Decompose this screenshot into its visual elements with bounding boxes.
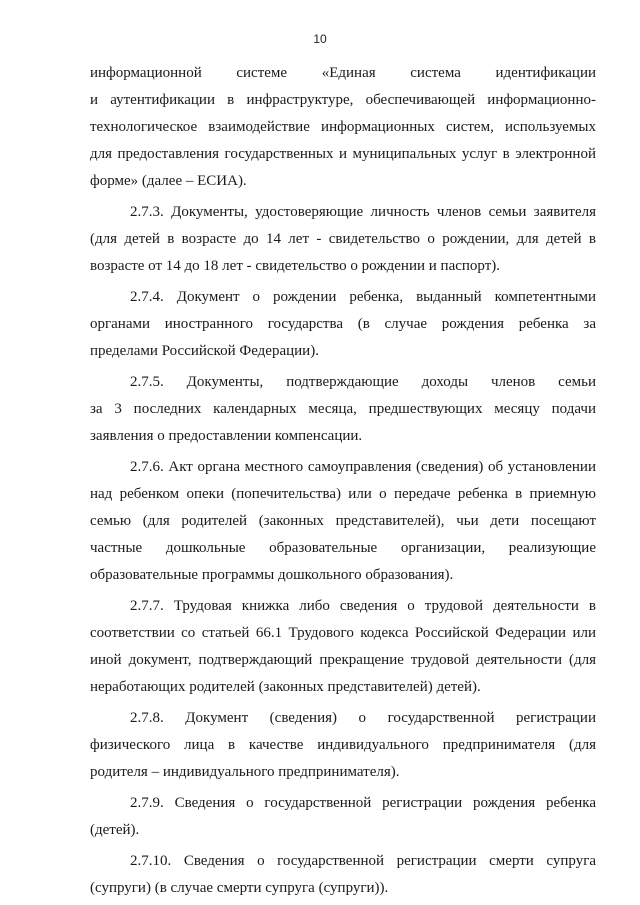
text-line: 2.7.10. Сведения о государственной регистрации смерти супруга (130, 853, 596, 869)
text-line: неработающих родителей (законных представителей) детей). (90, 679, 481, 695)
paragraph (90, 60, 596, 195)
text-line: технологическое взаимодействие информационных систем, используемых (90, 119, 596, 135)
text-line: 2.7.4. Документ о рождении ребенка, выданный компетентными (130, 289, 596, 305)
text-line: форме» (далее – ЕСИА). (90, 173, 247, 189)
paragraph (90, 593, 596, 701)
paragraph (90, 284, 596, 365)
text-line: органами иностранного государства (в случае рождения ребенка за (90, 316, 596, 332)
paragraph (90, 848, 596, 902)
text-line: 2.7.7. Трудовая книжка либо сведения о трудовой деятельности в (130, 598, 596, 614)
page-number: 10 (313, 32, 327, 46)
text-line: для предоставления государственных и муниципальных услуг в электронной (90, 146, 596, 162)
text-line: и аутентификации в инфраструктуре, обеспечивающей информационно- (90, 92, 596, 108)
text-line: за 3 последних календарных месяца, предшествующих месяцу подачи (90, 401, 596, 417)
paragraph (90, 790, 596, 844)
paragraph (90, 369, 596, 450)
paragraph (90, 199, 596, 280)
text-line: частные дошкольные образовательные организации, реализующие (90, 540, 596, 556)
text-line: информационной системе «Единая система идентификации (90, 65, 596, 81)
text-line: (детей). (90, 822, 140, 838)
paragraph (90, 705, 596, 786)
text-line: родителя – индивидуального предпринимателя). (90, 764, 400, 780)
document-body (90, 60, 596, 902)
text-line: (для детей в возрасте до 14 лет - свидетельство о рождении, для детей в (90, 231, 596, 247)
text-line: иной документ, подтверждающий прекращение трудовой деятельности (для (90, 652, 596, 668)
text-line: (супруги) (в случае смерти супруга (супруги)). (90, 880, 389, 896)
text-line: возрасте от 14 до 18 лет - свидетельство о рождении и паспорт). (90, 258, 501, 274)
text-line: соответствии со статьей 66.1 Трудового кодекса Российской Федерации или (90, 625, 596, 641)
text-line: над ребенком опеки (попечительства) или о передаче ребенка в приемную (90, 486, 596, 502)
text-line: 2.7.5. Документы, подтверждающие доходы членов семьи (130, 374, 596, 390)
text-line: 2.7.3. Документы, удостоверяющие личность членов семьи заявителя (130, 204, 596, 220)
text-line: 2.7.9. Сведения о государственной регистрации рождения ребенка (130, 795, 596, 811)
text-line: семью (для родителей (законных представителей), чьи дети посещают (90, 513, 596, 529)
text-line: 2.7.8. Документ (сведения) о государственной регистрации (130, 710, 596, 726)
text-line: заявления о предоставлении компенсации. (90, 428, 363, 444)
text-line: пределами Российской Федерации). (90, 343, 319, 359)
text-line: 2.7.6. Акт органа местного самоуправления (сведения) об установлении (130, 459, 596, 475)
paragraph (90, 454, 596, 589)
text-line: физического лица в качестве индивидуального предпринимателя (для (90, 737, 596, 753)
text-line: образовательные программы дошкольного образования). (90, 567, 454, 583)
